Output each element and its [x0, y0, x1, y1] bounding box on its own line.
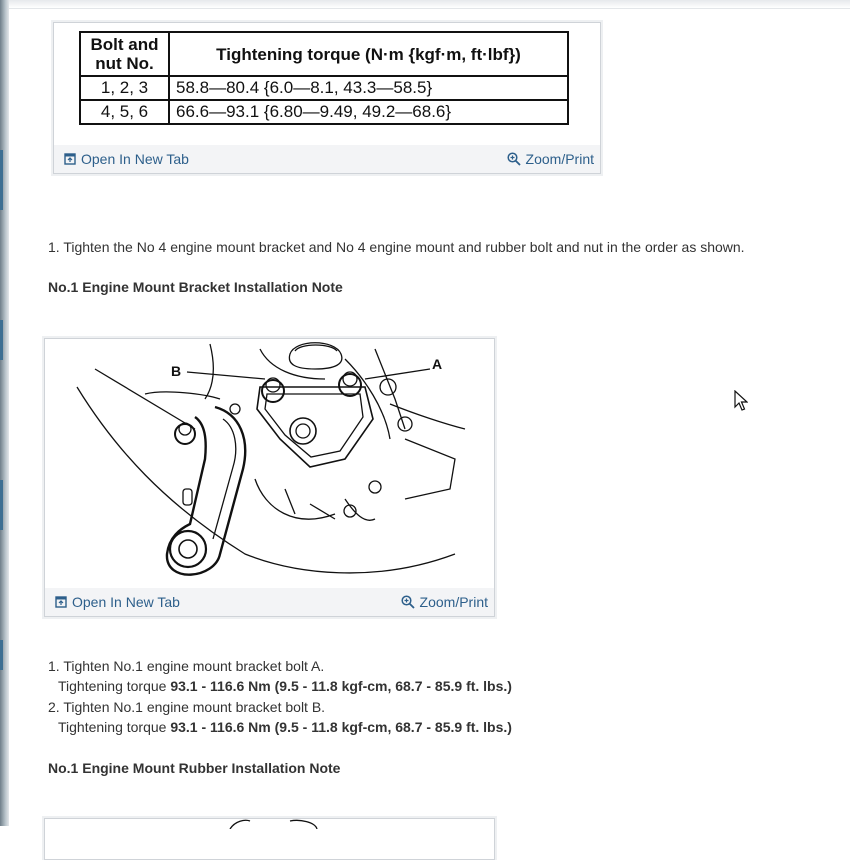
- table-cell: 4, 5, 6: [80, 100, 169, 124]
- open-in-new-tab-link[interactable]: [64, 151, 189, 167]
- open-in-new-tab-label: Open In New Tab: [72, 594, 180, 610]
- engine-mount-rubber-diagram: [45, 819, 494, 829]
- table-row: [80, 100, 568, 124]
- edge-marker: [0, 640, 3, 670]
- torque-label: Tightening torque: [58, 719, 171, 735]
- instruction-step: 2. Tighten No.1 engine mount bracket bolt B.: [48, 699, 326, 715]
- open-in-new-tab-link[interactable]: [55, 594, 180, 610]
- zoom-print-link[interactable]: [401, 594, 488, 610]
- zoom-print-label: Zoom/Print: [419, 594, 488, 610]
- table-header-row: [80, 32, 568, 76]
- section-heading: No.1 Engine Mount Rubber Installation Note: [48, 760, 341, 776]
- torque-spec: [58, 719, 512, 735]
- top-edge: [9, 0, 850, 9]
- window-left-edge: [0, 0, 9, 826]
- torque-value: 93.1 - 116.6 Nm (9.5 - 11.8 kgf-cm, 68.7 - 85.9 ft. lbs.): [170, 719, 512, 735]
- table-header-bolt: Bolt and nut No.: [80, 32, 169, 76]
- mouse-pointer-icon: [734, 390, 748, 417]
- table-cell: 66.6—93.1 {6.80—9.49, 49.2—68.6}: [169, 100, 568, 124]
- open-in-new-tab-icon: [55, 596, 67, 608]
- label-b: B: [171, 363, 182, 379]
- table-header-torque: Tightening torque (N·m {kgf·m, ft·lbf}): [169, 32, 568, 76]
- zoom-print-label: Zoom/Print: [525, 151, 594, 167]
- figure-footer: [45, 588, 494, 616]
- open-in-new-tab-label: Open In New Tab: [81, 151, 189, 167]
- edge-marker: [0, 150, 3, 210]
- torque-table-figure: [53, 22, 601, 174]
- engine-mount-rubber-figure: [44, 818, 495, 860]
- torque-label: Tightening torque: [58, 678, 171, 694]
- instruction-step: 1. Tighten the No 4 engine mount bracket and No 4 engine mount and rubber bolt and nut in the order as shown.: [48, 239, 745, 255]
- table-cell: 58.8—80.4 {6.0—8.1, 43.3—58.5}: [169, 76, 568, 100]
- zoom-in-icon: [401, 595, 415, 609]
- torque-value: 93.1 - 116.6 Nm (9.5 - 11.8 kgf-cm, 68.7 - 85.9 ft. lbs.): [170, 678, 512, 694]
- zoom-in-icon: [507, 152, 521, 166]
- torque-table: [79, 31, 569, 125]
- engine-mount-bracket-diagram: [45, 339, 494, 589]
- edge-marker: [0, 320, 3, 360]
- open-in-new-tab-icon: [64, 153, 76, 165]
- torque-spec: [58, 678, 512, 694]
- engine-mount-bracket-figure: [44, 338, 495, 617]
- figure-footer: [54, 145, 600, 173]
- label-a: A: [432, 356, 443, 372]
- edge-marker: [0, 480, 3, 530]
- section-heading: No.1 Engine Mount Bracket Installation Note: [48, 279, 343, 295]
- table-cell: 1, 2, 3: [80, 76, 169, 100]
- zoom-print-link[interactable]: [507, 151, 594, 167]
- table-row: [80, 76, 568, 100]
- instruction-step: 1. Tighten No.1 engine mount bracket bolt A.: [48, 658, 325, 674]
